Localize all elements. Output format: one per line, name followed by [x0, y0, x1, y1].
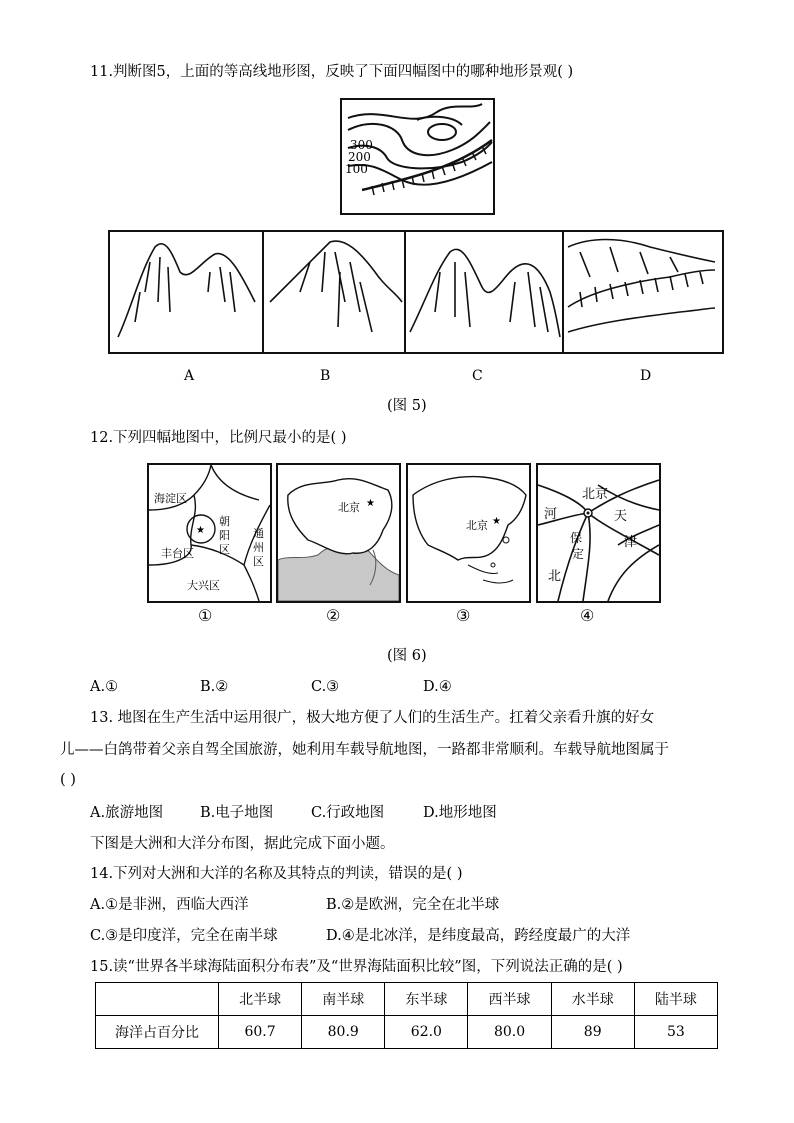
intro-text: 下图是大洲和大洋分布图，据此完成下面小题。: [90, 836, 395, 852]
landscape-drawings: [110, 232, 722, 352]
table-cell-water: 89: [551, 1016, 634, 1049]
map4-ding: 定: [572, 547, 585, 561]
table-row-label: 海洋占百分比: [96, 1016, 219, 1049]
figure5-caption: (图 5): [387, 398, 427, 414]
q11-stem: 11.判断图5，上面的等高线地形图，反映了下面四幅图中的哪种地形景观( ): [90, 64, 574, 80]
map4-he: 河: [544, 507, 558, 522]
label-qu1: 区: [219, 543, 230, 556]
map-number-1: ①: [198, 606, 213, 625]
map3-star-icon: ★: [492, 516, 501, 527]
q13-option-c: C.行政地图: [311, 805, 385, 821]
q11-option-c: C: [472, 368, 483, 384]
table-header-water: 水半球: [551, 983, 634, 1016]
svg-text:★: ★: [196, 525, 205, 536]
table-cell-east: 62.0: [385, 1016, 468, 1049]
table-header-row: [96, 983, 718, 1016]
china-outline: [278, 465, 399, 601]
map-number-4: ④: [580, 606, 595, 625]
map4-jin: 津: [624, 535, 638, 550]
q13-option-d: D.地形地图: [423, 805, 497, 821]
contour-map: [340, 98, 495, 215]
table-header-west: 西半球: [468, 983, 551, 1016]
map3-beijing: 北京: [466, 519, 488, 532]
q13-option-a: A.旅游地图: [90, 805, 164, 821]
contour-label-200: 200: [348, 150, 371, 164]
q14-option-c: C.③是印度洋，完全在南半球: [90, 928, 278, 944]
q11-option-a: A: [184, 368, 195, 384]
figure6-caption: (图 6): [387, 648, 427, 664]
table-cell-south: 80.9: [302, 1016, 385, 1049]
map2-beijing: 北京: [338, 501, 360, 514]
map-china: [276, 463, 401, 603]
label-haidian: 海淀区: [154, 492, 187, 505]
map4-tian: 天: [614, 509, 628, 524]
map-number-3: ③: [456, 606, 471, 625]
q13-line3: ( ): [60, 772, 76, 788]
table-cell-west: 80.0: [468, 1016, 551, 1049]
asia-outline: [408, 465, 529, 601]
label-fengtai: 丰台区: [161, 547, 194, 560]
contour-label-300: 300: [350, 138, 373, 152]
q12-option-c: C.③: [311, 679, 340, 695]
table-header-corner: [96, 983, 219, 1016]
label-yang: 阳: [219, 529, 230, 542]
table-header-south: 南半球: [302, 983, 385, 1016]
map-number-2: ②: [326, 606, 341, 625]
map4-beijing: 北京: [582, 487, 609, 502]
q12-option-b: B.②: [200, 679, 229, 695]
map4-bei: 北: [548, 569, 562, 584]
q12-option-d: D.④: [423, 679, 452, 695]
q15-stem: 15.读“世界各半球海陆面积分布表”及“世界海陆面积比较”图，下列说法正确的是( ): [90, 959, 623, 975]
q12-option-a: A.①: [90, 679, 119, 695]
q11-option-b: B: [320, 368, 331, 384]
map2-star-icon: ★: [366, 498, 375, 509]
table-cell-north: 60.7: [219, 1016, 302, 1049]
label-tong: 通: [253, 527, 264, 540]
q13-line2: 儿——白鸽带着父亲自驾全国旅游，她利用车载导航地图，一路都非常顺利。车载导航地图属于: [60, 742, 669, 758]
map-asia: [406, 463, 531, 603]
q14-option-a: A.①是非洲，西临大西洋: [90, 897, 249, 913]
q14-option-d: D.④是北冰洋，是纬度最高，跨经度最广的大洋: [326, 928, 631, 944]
contour-label-100: 100: [345, 162, 368, 176]
map-beijing-districts: [147, 463, 272, 603]
label-daxing: 大兴区: [187, 579, 220, 592]
q14-option-b: B.②是欧洲，完全在北半球: [326, 897, 500, 913]
label-zhou: 州: [253, 541, 264, 554]
table-header-land: 陆半球: [634, 983, 717, 1016]
q11-option-d: D: [640, 368, 652, 384]
q12-stem: 12.下列四幅地图中，比例尺最小的是( ): [90, 430, 347, 446]
label-qu2: 区: [253, 555, 264, 568]
map4-bao: 保: [570, 531, 583, 545]
map-jingjinji: [536, 463, 661, 603]
q13-line1: 13. 地图在生产生活中运用很广，极大地方便了人们的生活生产。扛着父亲看升旗的好女: [90, 710, 655, 726]
table-header-north: 北半球: [219, 983, 302, 1016]
landscape-options: [108, 230, 724, 354]
table-cell-land: 53: [634, 1016, 717, 1049]
q13-option-b: B.电子地图: [200, 805, 274, 821]
q14-stem: 14.下列对大洲和大洋的名称及其特点的判读，错误的是( ): [90, 866, 463, 882]
table-header-east: 东半球: [385, 983, 468, 1016]
ocean-percentage-table: [95, 982, 718, 1049]
table-row: [96, 1016, 718, 1049]
label-chao: 朝: [219, 515, 230, 528]
